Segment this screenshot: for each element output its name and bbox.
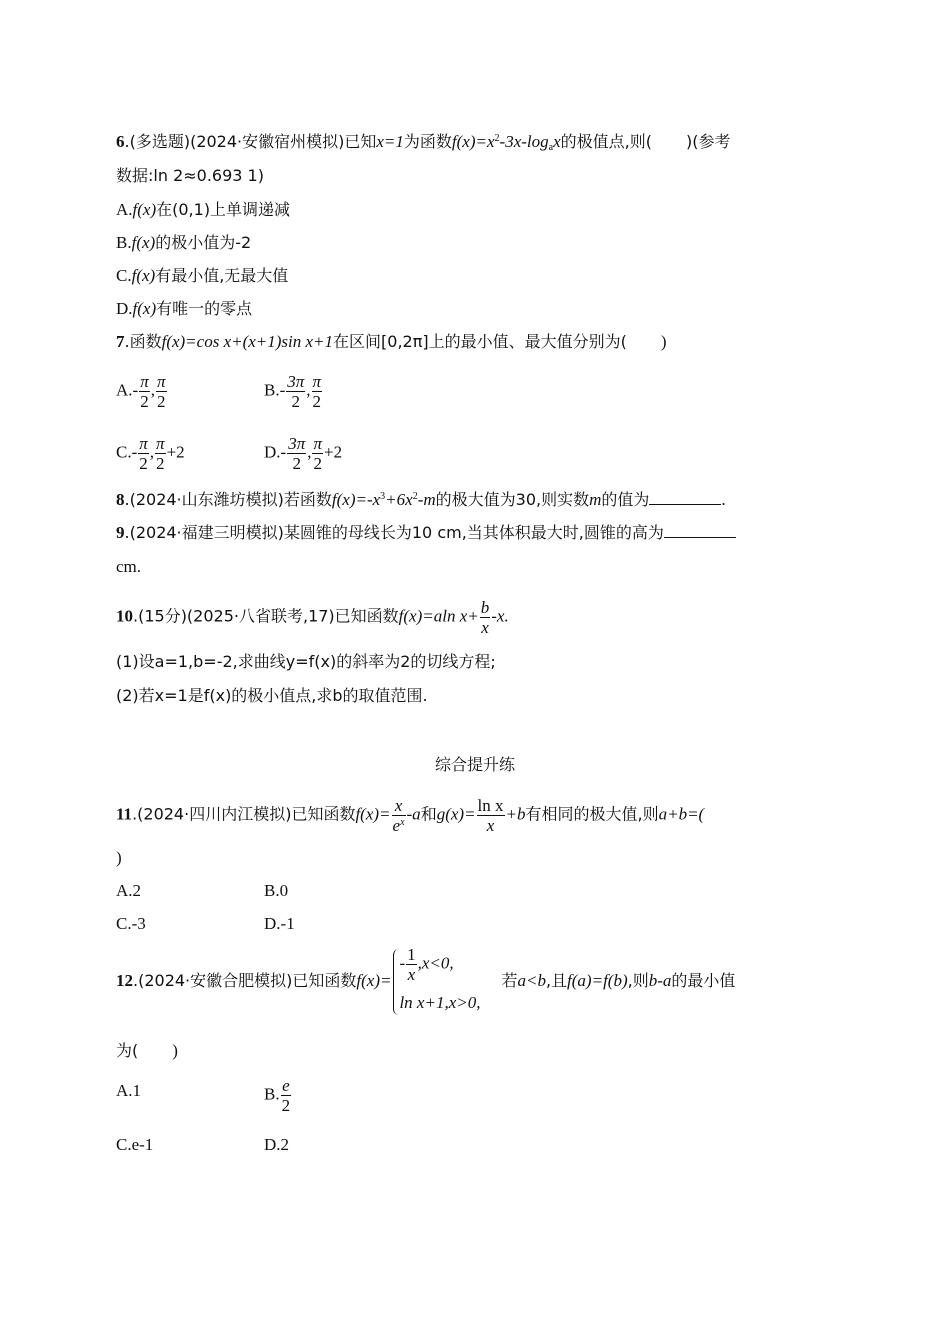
q12-line1: 12.(2024·安徽合肥模拟)已知函数f(x)= - $\frac{1}{x}$ ,x<0, ln x+1,x>0, 若a<b,且f(a)=f(b),则b-a的最小值 [116,948,735,1015]
q7-fx: f(x)=cos x+(x+1)sin x+1 [161,332,334,351]
q12-piecewise: - $\frac{1}{x}$ ,x<0, ln x+1,x>0, [393,949,493,1015]
q9-line1: 9.(2024·福建三明模拟)某圆锥的母线长为10 cm,当其体积最大时,圆锥的高为 [116,523,736,543]
q10-number: 10 [116,606,133,626]
q11-number: 11 [116,804,133,824]
q7-option-a: A.- $\frac{\pi}{2}$ , $\frac{\pi}{2}$ [116,372,166,411]
q6-x-eq: x=1 [376,132,404,151]
q9-number: 9 [116,523,125,542]
q11-line2: ) [116,848,122,867]
q6-option-d: D.f(x)有唯一的零点 [116,299,253,318]
q6-line1 [116,132,730,152]
q6-option-a: A.f(x)在(0,1)上单调递减 [116,200,291,219]
q6-number: 6 [116,132,125,151]
q6-line2: 数据:ln 2≈0.693 1) [116,166,264,185]
q10-part2: (2)若x=1是f(x)的极小值点,求b的取值范围. [116,686,428,705]
section-heading: 综合提升练 [434,755,515,774]
q11-option-a: A.2 [116,881,142,900]
q12-option-d: D.2 [264,1135,290,1154]
q6-square: 2 [494,133,500,144]
q6-mid-text: 为函数 [403,132,452,151]
q6-option-c: C.f(x)有最小值,无最大值 [116,266,289,285]
q6-m3x: -3x-log [499,132,549,151]
q12-option-b: B. $\frac{e}{2}$ [264,1076,291,1115]
q9-line2: cm. [116,557,142,576]
q8-line: 8.(2024·山东潍坊模拟)若函数$f(x)=-x^3+6x^2-m$的极大值为30,则实数m的值为 . [116,490,726,509]
q10-part1: (1)设a=1,b=-2,求曲线y=f(x)的斜率为2的切线方程; [116,652,496,671]
q9-answer-blank[interactable] [664,523,736,538]
q7-option-d: D.- $\frac{3\pi}{2}$ , $\frac{\pi}{2}$ +2 [264,434,343,473]
q6-source: .(多选题)(2024·安徽宿州模拟)已知 [124,132,377,151]
q6-fx: f(x)=x [451,132,495,151]
q12-option-a: A.1 [116,1081,142,1100]
q6-option-b: B.f(x)的极小值为-2 [116,233,252,252]
q6-post-text: 的极值点,则( [560,132,652,151]
q7-number: 7 [116,332,125,351]
q12-number: 12 [116,971,133,990]
q11-option-c: C.-3 [116,914,146,933]
q7-option-b: B.- $\frac{3\pi}{2}$ , $\frac{\pi}{2}$ [264,372,322,411]
q11-option-d: D.-1 [264,914,295,933]
q8-number: 8 [116,490,125,509]
q11-option-b: B.0 [264,881,289,900]
q6-x-end: x [553,132,561,151]
q7-option-c: C.- $\frac{\pi}{2}$ , $\frac{\pi}{2}$ +2 [116,434,185,473]
q10-line: 10.(15分)(2025·八省联考,17)已知函数f(x)=aln x+ $\frac{b}{x}$ -x. [116,598,509,637]
q7-line: 7.函数f(x)=cos x+(x+1)sin x+1在区间[0,2π]上的最小值、最大值分别为( ) [116,332,667,351]
q6-sub-a: a [548,142,554,153]
q12-option-c: C.e-1 [116,1135,154,1154]
q6-tail-text: )(参考 [685,132,731,151]
q12-line2: 为( ) [116,1041,178,1060]
q8-answer-blank[interactable] [649,490,721,505]
q11-line1: 11.(2024·四川内江模拟)已知函数f(x)= $\frac{x}{e^x}$ -a和g(x)= $\frac{\text{ln x}}{x}$ +b有相同的极大值,则a+b=( [116,796,705,835]
